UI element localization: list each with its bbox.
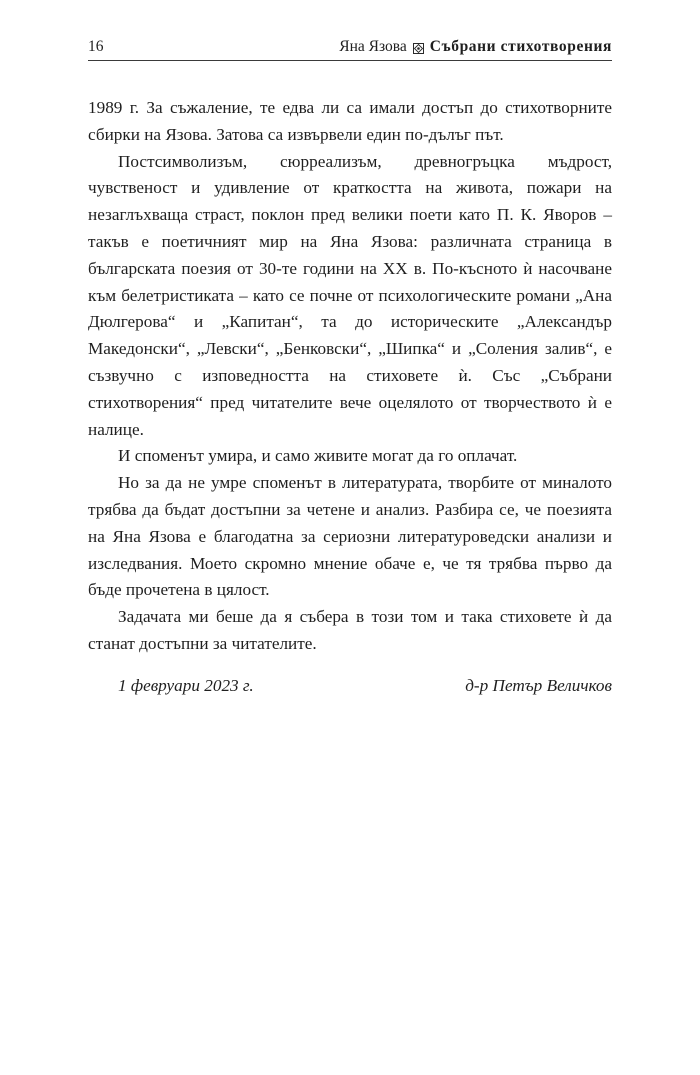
paragraph: Задачата ми беше да я събера в този том и така стиховете ѝ да станат достъпни за читателите. <box>88 607 612 653</box>
running-head-book-title: Събрани стихотворения <box>429 38 612 55</box>
signature-row <box>88 676 612 696</box>
paragraph: Но за да не умре споменът в литературата, творбите от миналото трябва да бъдат достъпни за четене и анализ. Разбира се, че поезията на Яна Язова е благодатна за сериозни литературоведски анализи и изследвания. Моето скромно мнение обаче е, че тя трябва първо да бъде прочетена в цялост. <box>88 473 612 600</box>
running-head <box>88 38 612 61</box>
paragraph: 1989 г. За съжаление, те едва ли са имали достъп до стихотворните сбирки на Язова. Затова са извървели един по-дълъг път. <box>88 98 612 144</box>
page-number: 16 <box>88 38 104 55</box>
running-head-title <box>339 38 612 56</box>
book-page <box>88 38 612 696</box>
ornament-icon <box>413 43 424 54</box>
paragraph: И споменът умира, и само живите могат да го оплачат. <box>118 446 518 466</box>
body-text <box>88 95 612 658</box>
signature-date: 1 февруари 2023 г. <box>118 675 254 695</box>
signature-author: д-р Петър Величков <box>465 675 612 695</box>
paragraph: Постсимволизъм, сюрреализъм, древногръцка мъдрост, чувственост и удивление от краткостта на живота, пожари на незаглъхваща страст, поклон пред велики поети като П. К. Яворов – такъв е поетичният мир на Яна Язова: различната страница в българската поезия от 30-те години на XX в. По-късното ѝ насочване към белетристиката – като се почне от психологическите романи „Ана Дюлгерова“ и „Капитан“, та до историческите „Александър Македонски“, „Левски“, „Бенковски“, „Шипка“ и „Соления залив“, е съзвучно с изповедността на стиховете ѝ. Със „Събрани стихотворения“ пред читателите вече оцелялото от творчеството ѝ е налице. <box>88 151 612 439</box>
running-head-author: Яна Язова <box>339 38 407 55</box>
